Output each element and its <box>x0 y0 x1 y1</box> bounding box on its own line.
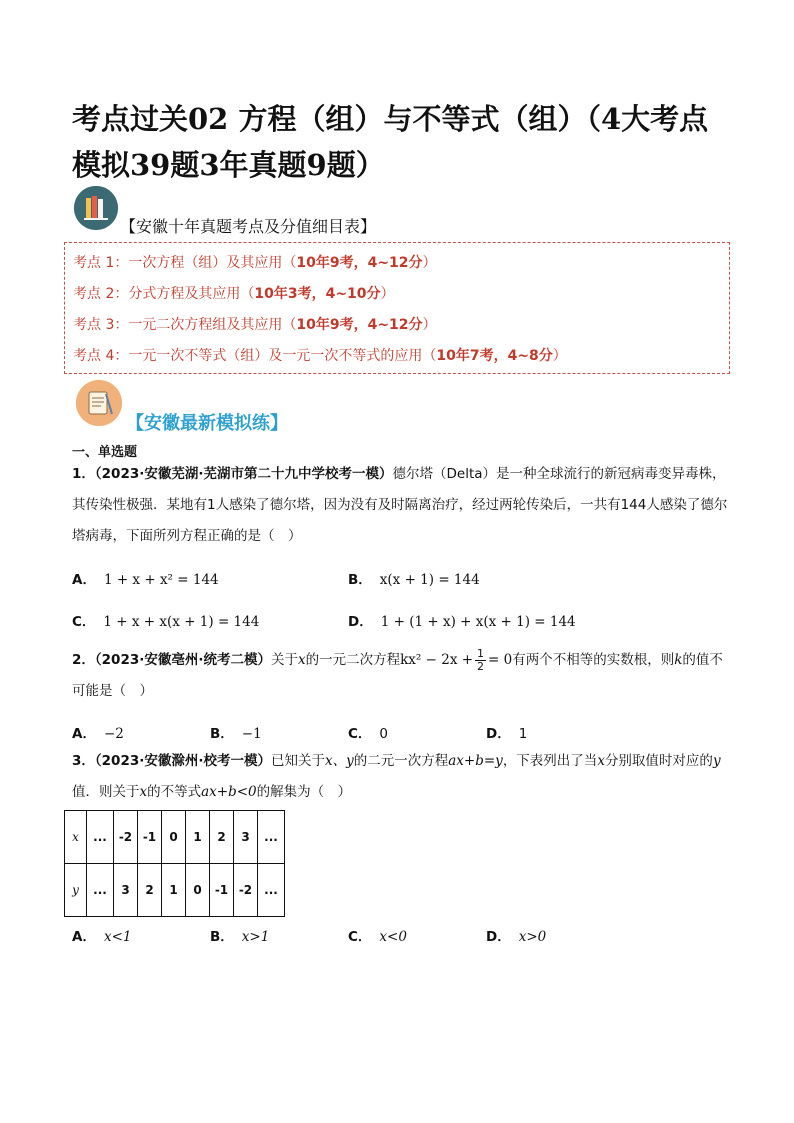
table-cell: ... <box>87 864 114 917</box>
table-cell: -1 <box>210 864 234 917</box>
question-3: 3．（2023·安徽滁州·校考一模）已知关于x、y的二元一次方程ax+b=y，下表列出了当x分别取值时对应的y值．则关于x的不等式ax+b<0的解集为（ ） <box>72 753 721 800</box>
table-cell: 3 <box>114 864 138 917</box>
page-title: 考点过关02 方程（组）与不等式（组）（4大考点模拟39题3年真题9题） <box>72 102 709 182</box>
table-cell: 1 <box>186 811 210 864</box>
key-point-item: 考点 1：一次方程（组）及其应用（10年9考，4~12分） <box>73 255 437 271</box>
table-row-x <box>65 811 285 864</box>
q1-option-a[interactable]: A． 1 + x + x² = 144 <box>72 572 219 588</box>
key-point-item: 考点 3：一元二次方程组及其应用（10年9考，4~12分） <box>73 317 437 333</box>
table-cell: 0 <box>186 864 210 917</box>
q1-option-c[interactable]: C． 1 + x + x(x + 1) = 144 <box>72 614 260 630</box>
q1-option-d[interactable]: D． 1 + (1 + x) + x(x + 1) = 144 <box>348 614 576 630</box>
key-point-item: 考点 2：分式方程及其应用（10年3考，4~10分） <box>73 286 395 302</box>
table-header-x: x <box>65 811 87 864</box>
q1-option-b[interactable]: B． x(x + 1) = 144 <box>348 572 480 588</box>
q2-option-b[interactable]: B． −1 <box>210 726 262 742</box>
q3-option-d[interactable]: D． x>0 <box>486 929 547 945</box>
table-cell: -2 <box>234 864 258 917</box>
table-cell: ... <box>87 811 114 864</box>
table-cell: 2 <box>210 811 234 864</box>
xy-values-table <box>64 810 285 917</box>
q3-option-b[interactable]: B． x>1 <box>210 929 270 945</box>
q2-option-a[interactable]: A． −2 <box>72 726 124 742</box>
key-point-item: 考点 4：一元一次不等式（组）及一元一次不等式的应用（10年7考，4~8分） <box>73 348 567 364</box>
section-heading-mock-practice: 【安徽最新模拟练】 <box>126 413 288 434</box>
q3-option-a[interactable]: A． x<1 <box>72 929 132 945</box>
notebook-icon <box>76 380 122 426</box>
q2-option-d[interactable]: D． 1 <box>486 726 528 742</box>
table-header-y: y <box>65 864 87 917</box>
question-1: 1．（2023·安徽芜湖·芜湖市第二十九中学校考一模）德尔塔（Delta）是一种全球流行的新冠病毒变异毒株，其传染性极强．某地有1人感染了德尔塔，因为没有及时隔离治疗，经过两轮传染后，一共有144人感染了德尔塔病毒，下面所列方程正确的是（ ） <box>72 466 728 544</box>
table-cell: -1 <box>138 811 162 864</box>
single-choice-label: 一、单选题 <box>72 445 138 460</box>
table-cell: 1 <box>162 864 186 917</box>
key-points-box <box>64 242 730 374</box>
books-icon <box>74 186 118 230</box>
table-cell: ... <box>258 811 285 864</box>
section-heading-exam-table: 【安徽十年真题考点及分值细目表】 <box>120 217 377 236</box>
table-cell: ... <box>258 864 285 917</box>
q3-option-c[interactable]: C． x<0 <box>348 929 407 945</box>
table-cell: 0 <box>162 811 186 864</box>
fraction-one-half: $\frac{1}{2}$ <box>477 646 485 673</box>
question-2: 2．（2023·安徽亳州·统考二模）关于x的一元二次方程kx² − 2x + $\frac{1}{2}$ = 0有两个不相等的实数根，则k的值不可能是（ ） <box>72 646 723 699</box>
q2-option-c[interactable]: C． 0 <box>348 726 389 742</box>
table-cell: 3 <box>234 811 258 864</box>
table-row-y <box>65 864 285 917</box>
table-cell: 2 <box>138 864 162 917</box>
table-cell: -2 <box>114 811 138 864</box>
